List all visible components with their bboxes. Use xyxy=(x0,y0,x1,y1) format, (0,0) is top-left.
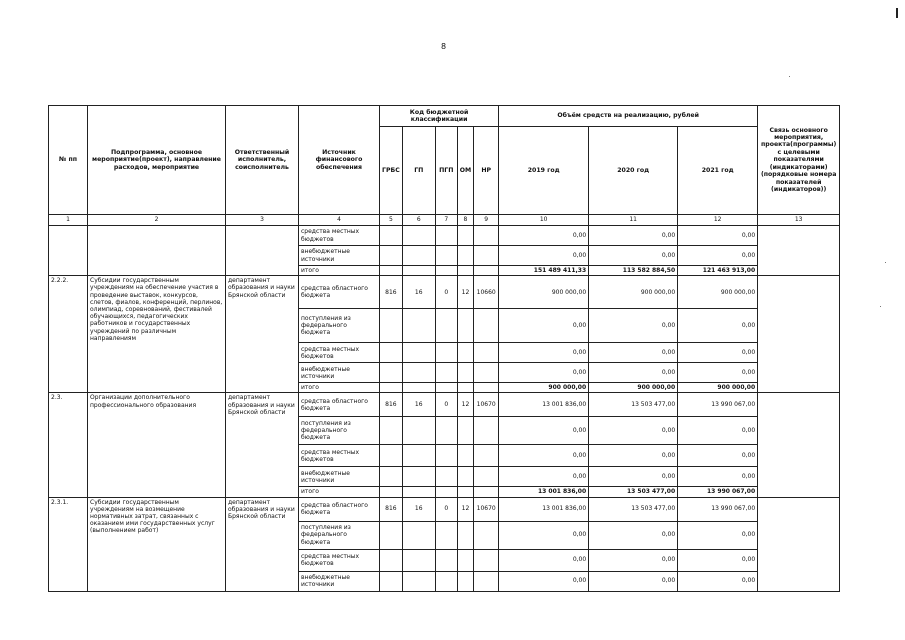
value-2021: 0,00 xyxy=(678,521,758,549)
header-source: Источник финансового обеспечения xyxy=(299,106,380,215)
col-number: 11 xyxy=(589,215,678,226)
source-label: внебюджетные источники xyxy=(299,467,380,487)
header-np: НР xyxy=(474,127,499,215)
empty-cell xyxy=(474,226,499,246)
empty-cell xyxy=(380,467,403,487)
col-number: 10 xyxy=(499,215,589,226)
value-2019: 900 000,00 xyxy=(499,276,589,309)
value-2020: 0,00 xyxy=(589,521,678,549)
empty-cell xyxy=(435,571,457,591)
empty-cell xyxy=(435,363,457,383)
value-2021: 0,00 xyxy=(678,246,758,266)
source-label: внебюджетные источники xyxy=(299,246,380,266)
header-2019: 2019 год xyxy=(499,127,589,215)
empty-cell xyxy=(380,445,403,467)
source-label: средства местных бюджетов xyxy=(299,549,380,571)
empty-cell xyxy=(474,343,499,363)
header-gp: ГП xyxy=(402,127,435,215)
item-name: Организации дополнительного профессионального образования xyxy=(88,393,226,497)
header-grbs: ГРБС xyxy=(380,127,403,215)
col-number: 5 xyxy=(380,215,403,226)
item-executor: департамент образования и науки Брянской области xyxy=(226,393,299,497)
source-label: внебюджетные источники xyxy=(299,363,380,383)
col-number: 6 xyxy=(402,215,435,226)
table-row xyxy=(49,226,840,246)
empty-cell xyxy=(402,521,435,549)
value-2020: 900 000,00 xyxy=(589,276,678,309)
empty-cell xyxy=(435,549,457,571)
value-2019: 0,00 xyxy=(499,521,589,549)
col-number: 12 xyxy=(678,215,758,226)
empty-cell xyxy=(402,343,435,363)
empty-cell xyxy=(402,445,435,467)
scan-speck xyxy=(789,76,790,77)
empty-cell xyxy=(474,383,499,393)
value-2019: 0,00 xyxy=(499,343,589,363)
empty-cell xyxy=(402,309,435,343)
source-label: поступления из федерального бюджета xyxy=(299,417,380,445)
empty-cell xyxy=(380,383,403,393)
table-row xyxy=(49,497,840,521)
name-cell xyxy=(88,226,226,276)
om-cell: 12 xyxy=(457,276,473,309)
table-row xyxy=(49,276,840,309)
total-2019: 13 001 836,00 xyxy=(499,487,589,497)
value-2019: 0,00 xyxy=(499,226,589,246)
empty-cell xyxy=(380,487,403,497)
empty-cell xyxy=(380,549,403,571)
value-2019: 13 001 836,00 xyxy=(499,497,589,521)
empty-cell xyxy=(435,487,457,497)
col-number: 13 xyxy=(758,215,840,226)
total-2021: 900 000,00 xyxy=(678,383,758,393)
empty-cell xyxy=(457,246,473,266)
empty-cell xyxy=(474,467,499,487)
empty-cell xyxy=(457,383,473,393)
total-2020: 900 000,00 xyxy=(589,383,678,393)
value-2020: 0,00 xyxy=(589,417,678,445)
source-label: внебюджетные источники xyxy=(299,571,380,591)
header-link: Связь основного мероприятия, проекта(программы) с целевыми показателями (индикаторами) (порядковые номера показателей (индикаторов)) xyxy=(758,106,840,215)
empty-cell xyxy=(380,246,403,266)
empty-cell xyxy=(474,445,499,467)
om-cell: 12 xyxy=(457,497,473,521)
grbs-cell: 816 xyxy=(380,276,403,309)
header-volume: Объём средств на реализацию, рублей xyxy=(499,106,758,127)
empty-cell xyxy=(435,226,457,246)
value-2020: 0,00 xyxy=(589,571,678,591)
empty-cell xyxy=(402,417,435,445)
source-label: средства местных бюджетов xyxy=(299,226,380,246)
value-2020: 13 503 477,00 xyxy=(589,497,678,521)
empty-cell xyxy=(457,549,473,571)
empty-cell xyxy=(402,226,435,246)
empty-cell xyxy=(402,549,435,571)
empty-cell xyxy=(474,521,499,549)
value-2021: 0,00 xyxy=(678,467,758,487)
page-number: 8 xyxy=(441,42,447,51)
empty-cell xyxy=(402,266,435,276)
empty-cell xyxy=(380,343,403,363)
empty-cell xyxy=(457,363,473,383)
empty-cell xyxy=(435,467,457,487)
value-2021: 13 990 067,00 xyxy=(678,393,758,417)
pgp-cell: 0 xyxy=(435,276,457,309)
item-name: Субсидии государственным учреждениям на возмещение нормативных затрат, связанных с оказанием ими государственных услуг (выполнением работ) xyxy=(88,497,226,591)
empty-cell xyxy=(435,343,457,363)
value-2019: 0,00 xyxy=(499,363,589,383)
col-number: 9 xyxy=(474,215,499,226)
funding-table xyxy=(48,105,840,592)
value-2020: 0,00 xyxy=(589,549,678,571)
item-number: 2.3.1. xyxy=(49,497,88,591)
value-2021: 0,00 xyxy=(678,309,758,343)
item-executor: департамент образования и науки Брянской области xyxy=(226,276,299,393)
source-label: поступления из федерального бюджета xyxy=(299,521,380,549)
total-2021: 121 463 913,00 xyxy=(678,266,758,276)
value-2021: 0,00 xyxy=(678,571,758,591)
col-number: 7 xyxy=(435,215,457,226)
empty-cell xyxy=(435,417,457,445)
empty-cell xyxy=(457,266,473,276)
source-label: поступления из федерального бюджета xyxy=(299,309,380,343)
value-2020: 0,00 xyxy=(589,445,678,467)
value-2021: 0,00 xyxy=(678,445,758,467)
np-cell: 10670 xyxy=(474,393,499,417)
col-number: 2 xyxy=(88,215,226,226)
empty-cell xyxy=(474,246,499,266)
value-2019: 0,00 xyxy=(499,309,589,343)
col-number: 4 xyxy=(299,215,380,226)
item-number: 2.2.2. xyxy=(49,276,88,393)
source-label: итого xyxy=(299,487,380,497)
source-label: итого xyxy=(299,383,380,393)
value-2019: 0,00 xyxy=(499,571,589,591)
link-cell xyxy=(758,226,840,276)
scan-speck xyxy=(885,262,886,263)
header-2020: 2020 год xyxy=(589,127,678,215)
value-2020: 13 503 477,00 xyxy=(589,393,678,417)
empty-cell xyxy=(474,487,499,497)
header-executor: Ответственный исполнитель, соисполнитель xyxy=(226,106,299,215)
table-row xyxy=(49,393,840,417)
empty-cell xyxy=(457,467,473,487)
total-2019: 151 489 411,33 xyxy=(499,266,589,276)
empty-cell xyxy=(402,383,435,393)
link-cell xyxy=(758,393,840,497)
empty-cell xyxy=(474,417,499,445)
value-2021: 0,00 xyxy=(678,343,758,363)
value-2020: 0,00 xyxy=(589,343,678,363)
empty-cell xyxy=(457,226,473,246)
empty-cell xyxy=(380,266,403,276)
empty-cell xyxy=(457,343,473,363)
pgp-cell: 0 xyxy=(435,393,457,417)
num-cell xyxy=(49,226,88,276)
value-2020: 0,00 xyxy=(589,246,678,266)
link-cell xyxy=(758,276,840,393)
source-label: средства областного бюджета xyxy=(299,497,380,521)
value-2019: 0,00 xyxy=(499,467,589,487)
source-label: средства местных бюджетов xyxy=(299,445,380,467)
item-executor: департамент образования и науки Брянской области xyxy=(226,497,299,591)
gp-cell: 16 xyxy=(402,276,435,309)
header-2021: 2021 год xyxy=(678,127,758,215)
empty-cell xyxy=(474,571,499,591)
header-budget-code: Код бюджетной классификации xyxy=(380,106,499,127)
source-label: средства областного бюджета xyxy=(299,276,380,309)
empty-cell xyxy=(474,549,499,571)
link-cell xyxy=(758,497,840,591)
col-number: 3 xyxy=(226,215,299,226)
np-cell: 10660 xyxy=(474,276,499,309)
empty-cell xyxy=(380,309,403,343)
source-label: средства областного бюджета xyxy=(299,393,380,417)
item-number: 2.3. xyxy=(49,393,88,497)
value-2020: 0,00 xyxy=(589,363,678,383)
empty-cell xyxy=(435,309,457,343)
source-label: итого xyxy=(299,266,380,276)
empty-cell xyxy=(435,383,457,393)
empty-cell xyxy=(457,487,473,497)
col-number: 1 xyxy=(49,215,88,226)
empty-cell xyxy=(435,246,457,266)
empty-cell xyxy=(402,487,435,497)
om-cell: 12 xyxy=(457,393,473,417)
empty-cell xyxy=(380,417,403,445)
empty-cell xyxy=(457,521,473,549)
scan-edge-mark xyxy=(896,8,898,18)
value-2020: 0,00 xyxy=(589,309,678,343)
empty-cell xyxy=(402,363,435,383)
empty-cell xyxy=(380,226,403,246)
value-2020: 0,00 xyxy=(589,226,678,246)
empty-cell xyxy=(457,417,473,445)
gp-cell: 16 xyxy=(402,497,435,521)
value-2021: 0,00 xyxy=(678,417,758,445)
empty-cell xyxy=(402,571,435,591)
header-om: ОМ xyxy=(457,127,473,215)
value-2020: 0,00 xyxy=(589,467,678,487)
header-num: № пп xyxy=(49,106,88,215)
empty-cell xyxy=(402,467,435,487)
total-2021: 13 990 067,00 xyxy=(678,487,758,497)
grbs-cell: 816 xyxy=(380,497,403,521)
empty-cell xyxy=(474,266,499,276)
total-2020: 13 503 477,00 xyxy=(589,487,678,497)
header-pgp: ПГП xyxy=(435,127,457,215)
value-2021: 0,00 xyxy=(678,226,758,246)
empty-cell xyxy=(474,309,499,343)
value-2019: 0,00 xyxy=(499,445,589,467)
value-2019: 13 001 836,00 xyxy=(499,393,589,417)
value-2019: 0,00 xyxy=(499,246,589,266)
empty-cell xyxy=(402,246,435,266)
empty-cell xyxy=(457,445,473,467)
scan-speck xyxy=(880,306,881,307)
empty-cell xyxy=(435,266,457,276)
item-name: Субсидии государственным учреждениям на обеспечение участия в проведение выставок, конкурсов, слетов, фиалов, конференций, перлинов, олимпиад, соревнований, фестивалей обучающихся, педагогических работников и государственных учреждений по различным направлениям xyxy=(88,276,226,393)
total-2020: 113 582 884,50 xyxy=(589,266,678,276)
empty-cell xyxy=(380,521,403,549)
value-2021: 900 000,00 xyxy=(678,276,758,309)
header-row xyxy=(49,106,840,127)
empty-cell xyxy=(380,363,403,383)
empty-cell xyxy=(457,571,473,591)
empty-cell xyxy=(474,363,499,383)
value-2019: 0,00 xyxy=(499,549,589,571)
gp-cell: 16 xyxy=(402,393,435,417)
value-2021: 0,00 xyxy=(678,363,758,383)
np-cell: 10670 xyxy=(474,497,499,521)
col-number: 8 xyxy=(457,215,473,226)
pgp-cell: 0 xyxy=(435,497,457,521)
empty-cell xyxy=(435,445,457,467)
value-2019: 0,00 xyxy=(499,417,589,445)
executor-cell xyxy=(226,226,299,276)
empty-cell xyxy=(457,309,473,343)
empty-cell xyxy=(380,571,403,591)
header-name: Подпрограмма, основное мероприятие(проект), направление расходов, мероприятие xyxy=(88,106,226,215)
value-2021: 13 990 067,00 xyxy=(678,497,758,521)
value-2021: 0,00 xyxy=(678,549,758,571)
column-number-row xyxy=(49,215,840,226)
total-2019: 900 000,00 xyxy=(499,383,589,393)
empty-cell xyxy=(435,521,457,549)
source-label: средства местных бюджетов xyxy=(299,343,380,363)
grbs-cell: 816 xyxy=(380,393,403,417)
